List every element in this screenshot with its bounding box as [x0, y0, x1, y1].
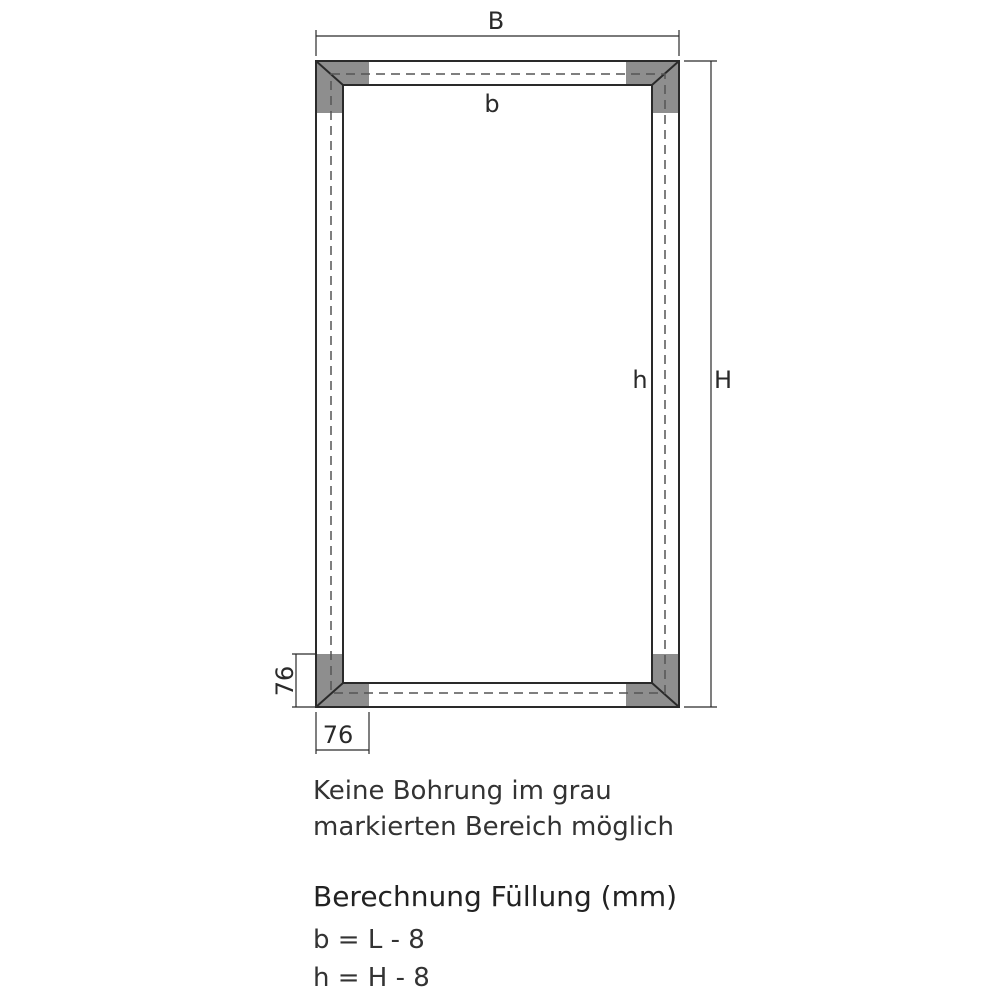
formula-inner-height: h = H - 8: [313, 963, 430, 993]
outer-frame: [316, 61, 679, 707]
dashed-filling-outline: [331, 74, 665, 693]
label-outer-width: B: [487, 7, 505, 35]
calculation-heading: Berechnung Füllung (mm): [313, 880, 678, 913]
label-inner-height: h: [632, 366, 648, 394]
no-drill-note-line-2: markierten Bereich möglich: [313, 812, 675, 842]
mitre-lines: [316, 61, 679, 707]
no-drill-note: [313, 773, 674, 845]
gray-corner-zones: [316, 61, 679, 707]
label-inner-width: b: [484, 90, 500, 118]
label-corner-height: 76: [271, 665, 299, 697]
label-corner-width: 76: [322, 721, 354, 749]
label-outer-height: H: [713, 366, 733, 394]
no-drill-note-line-1: Keine Bohrung im grau: [313, 776, 612, 806]
inner-frame: [343, 85, 652, 683]
dimension-outer-height: [684, 61, 717, 707]
formula-inner-width: b = L - 8: [313, 925, 425, 955]
